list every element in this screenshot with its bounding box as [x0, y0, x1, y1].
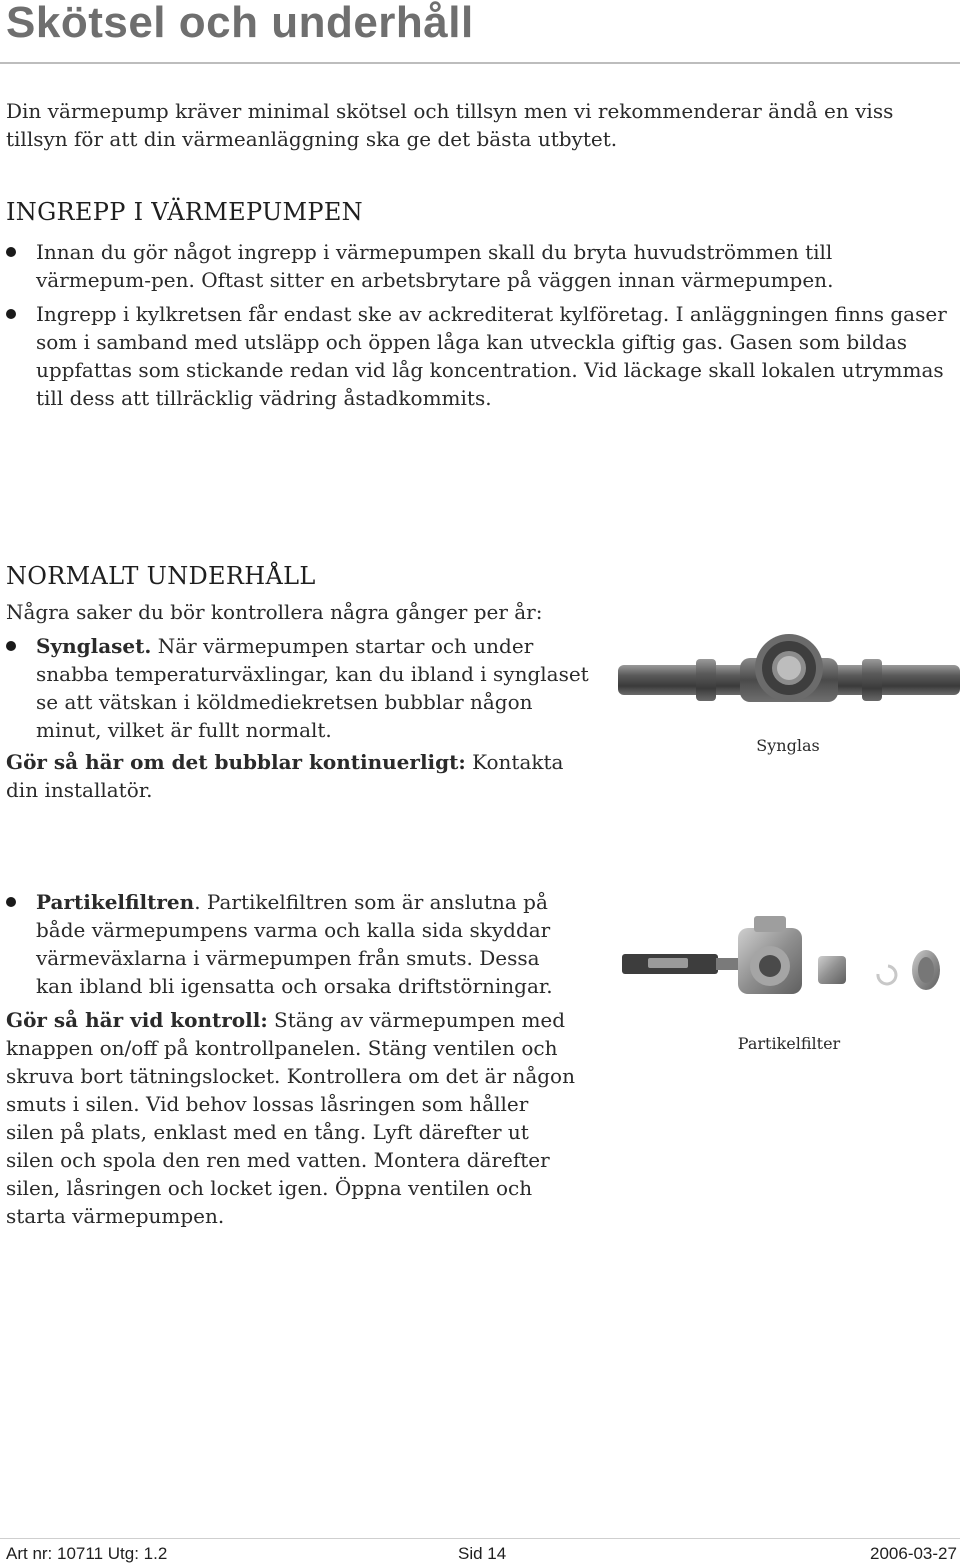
- page-title: Skötsel och underhåll: [6, 0, 474, 47]
- bullet-item-filter: [36, 888, 581, 1000]
- bullet-text: Innan du gör något ingrepp i värmepumpen skall du bryta huvudströmmen till värmepum-pen. Oftast sitter en arbetsbrytare på väggen innan värmepumpen.: [36, 240, 834, 292]
- bullet-dot: [6, 247, 16, 257]
- bullet-dot: [6, 897, 16, 907]
- action-text: Stäng av värmepumpen med knappen on/off på kontrollpanelen. Stäng ventilen och skruva bort tätningslocket. Kontrollera om det är någon smuts i silen. Vid behov lossas låsringen som håller silen på plats, enklast med en tång. Lyft därefter ut silen och spola den ren med vatten. Montera därefter silen, låsringen och locket igen. Öppna ventilen och starta värmepumpen.: [6, 1008, 575, 1228]
- action-bold-label: Gör så här vid kontroll:: [6, 1008, 268, 1032]
- bullet-bold-label: Partikelfiltren: [36, 890, 195, 914]
- bullet-item: [36, 300, 954, 412]
- bullet-text: När värmepumpen startar och under snabba temperaturväxlingar, kan du ibland i synglaset se att vätskan i köldmediekretsen bubblar någon minut, vilket är fullt normalt.: [36, 634, 589, 742]
- partikelfilter-caption: Partikelfilter: [737, 1034, 841, 1053]
- bullet-dot: [6, 309, 16, 319]
- footer-article-number: Art nr: 10711 Utg: 1.2: [6, 1544, 168, 1563]
- bullet-text: . Partikelfiltren som är anslutna på både värmepumpens varma och kalla sida skyddar värmeväxlarna i värmepumpen från smuts. Dessa kan ibland bli igensatta och orsaka driftstörningar.: [36, 890, 553, 998]
- intro-text: Din värmepump kräver minimal skötsel och tillsyn men vi rekommenderar ändå en viss tillsyn för att din värmeanläggning ska ge det bästa utbytet.: [6, 99, 894, 151]
- action-paragraph-synglas: [6, 748, 576, 804]
- action-bold-label: Gör så här om det bubblar kontinuerligt:: [6, 750, 466, 774]
- bullet-dot: [6, 641, 16, 651]
- footer-divider: [0, 1538, 960, 1539]
- title-divider: [0, 62, 960, 64]
- footer-date: 2006-03-27: [870, 1544, 957, 1563]
- footer-page-number: Sid 14: [458, 1544, 507, 1563]
- section-heading-ingrepp: INGREPP I VÄRMEPUMPEN: [6, 198, 363, 226]
- action-paragraph-filter: [6, 1006, 581, 1230]
- bullet-bold-label: Synglaset.: [36, 634, 152, 658]
- bullet-item-synglas: [36, 632, 591, 744]
- bullet-text: Ingrepp i kylkretsen får endast ske av ackrediterat kylföretag. I anläggningen finns gaser som i samband med utsläpp och öppen låga kan utveckla giftig gas. Gasen som bildas uppfattas som stickande redan vid låg koncentration. Vid läckage skall lokalen utrymmas till dess att tillräcklig vädring åstadkommits.: [36, 302, 947, 410]
- bullet-item: [36, 238, 941, 294]
- section-lead: Några saker du bör kontrollera några gånger per år:: [6, 600, 543, 624]
- action-text: Kontakta din installatör.: [6, 750, 564, 802]
- section-heading-underhall: NORMALT UNDERHÅLL: [6, 562, 316, 590]
- partikelfilter-image: [620, 908, 960, 1008]
- synglas-image: [618, 632, 960, 728]
- synglas-caption: Synglas: [756, 736, 820, 755]
